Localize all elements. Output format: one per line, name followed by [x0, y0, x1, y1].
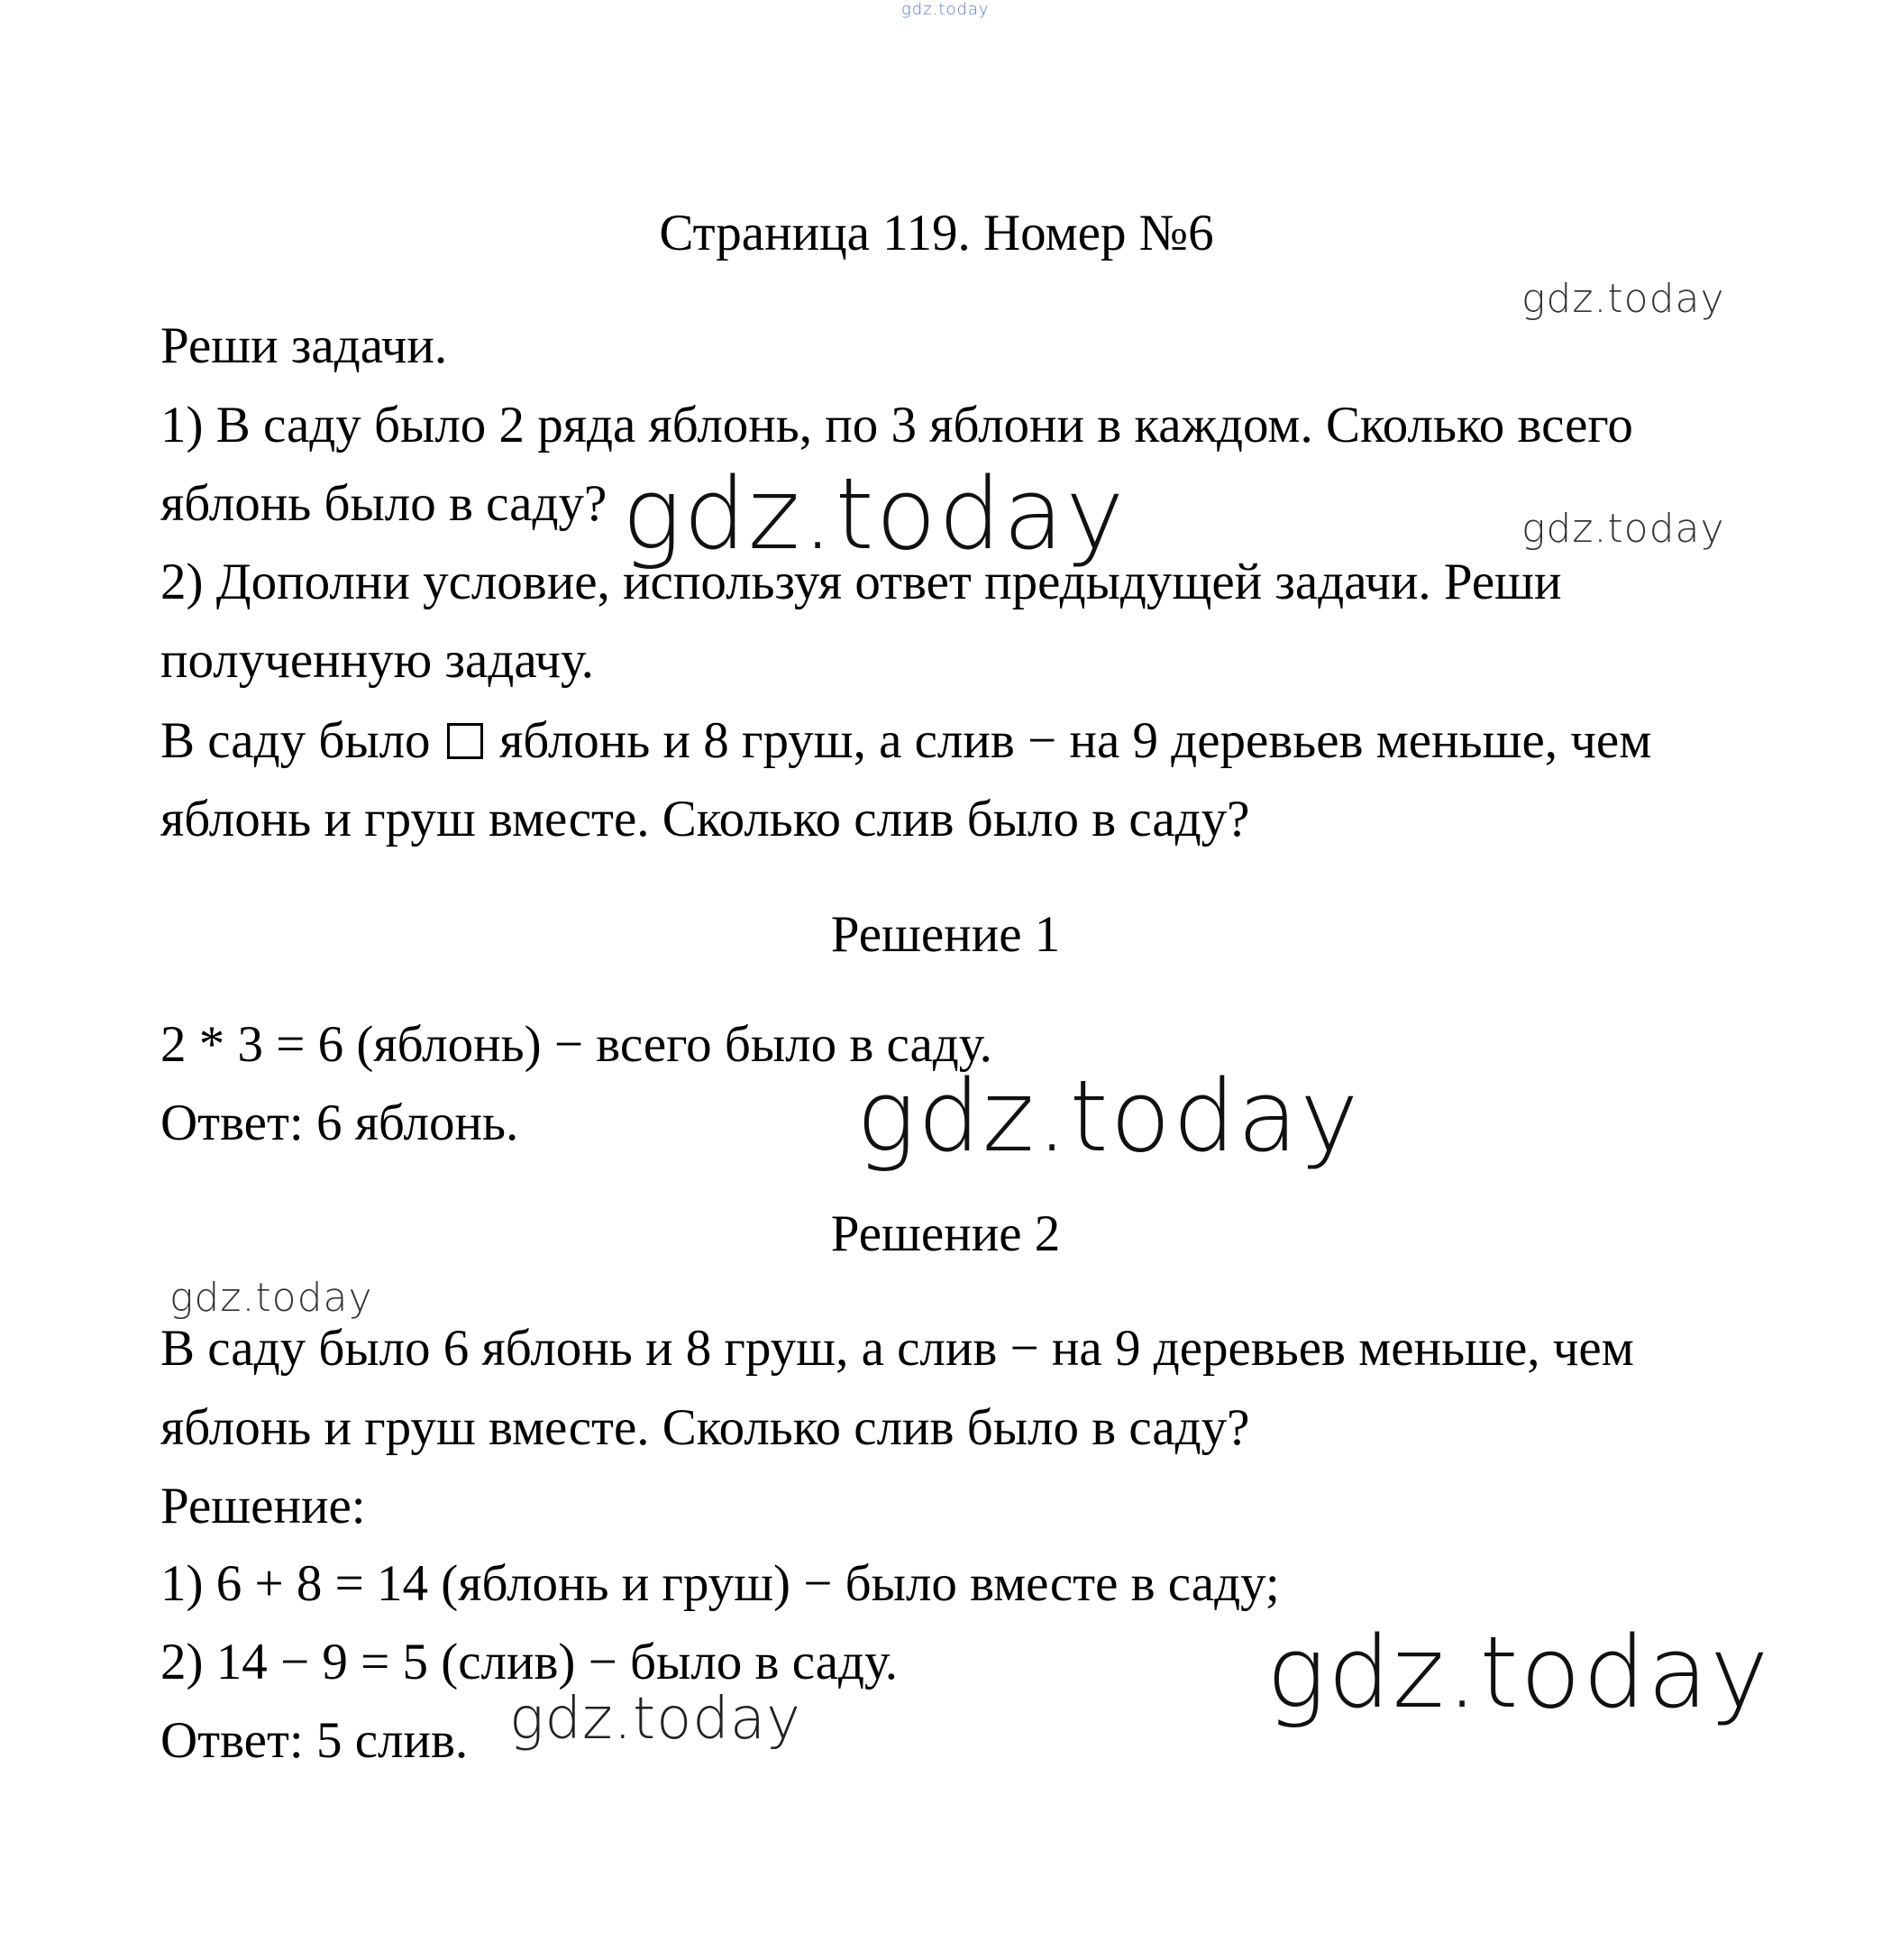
watermark-small-1: gdz.today [1521, 276, 1725, 322]
problem2-line2: полученную задачу. [160, 632, 595, 689]
solution2-step2: 2) 14 − 9 = 5 (слив) − было в саду. [160, 1634, 899, 1690]
solution1-step: 2 * 3 = 6 (яблонь) − всего было в саду. [160, 1016, 992, 1073]
solution2-answer: Ответ: 5 слив. [160, 1712, 469, 1769]
watermark-top: gdz.today [901, 0, 990, 19]
solution2-condition-line1: В саду было 6 яблонь и 8 груш, а слив − на 9 деревьев меньше, чем [160, 1320, 1634, 1377]
solution1-answer: Ответ: 6 яблонь. [160, 1094, 519, 1151]
solution2-label: Решение: [160, 1478, 366, 1534]
watermark-big-1: gdz.today [622, 456, 1127, 572]
page-title: Страница 119. Номер №6 [659, 205, 1214, 261]
problem1-line1: 1) В саду было 2 ряда яблонь, по 3 яблони в каждом. Сколько всего [160, 397, 1633, 453]
watermark-medium-1: gdz.today [509, 1686, 801, 1753]
problem2-line1: 2) Дополни условие, используя ответ предыдущей задачи. Реши [160, 554, 1562, 610]
solution1-heading: Решение 1 [830, 906, 1061, 963]
watermark-big-3: gdz.today [1266, 1615, 1771, 1730]
solution2-step1: 1) 6 + 8 = 14 (яблонь и груш) − было вместе в саду; [160, 1555, 1280, 1612]
condition-line1-after-box: яблонь и 8 груш, а слив − на 9 деревьев меньше, чем [499, 712, 1652, 769]
task-intro: Реши задачи. [160, 317, 448, 374]
solution2-condition-line2: яблонь и груш вместе. Сколько слив было в саду? [160, 1399, 1250, 1456]
problem1-line2: яблонь было в саду? [160, 475, 607, 532]
condition-line1-before-box: В саду было [160, 712, 431, 769]
solution2-heading: Решение 2 [830, 1205, 1061, 1262]
condition-line2: яблонь и груш вместе. Сколько слив было в саду? [160, 791, 1250, 847]
watermark-small-2: gdz.today [1521, 506, 1725, 552]
condition-line1 [160, 712, 1652, 769]
watermark-big-2: gdz.today [856, 1058, 1361, 1174]
blank-box [447, 723, 483, 759]
watermark-small-3: gdz.today [169, 1275, 373, 1321]
